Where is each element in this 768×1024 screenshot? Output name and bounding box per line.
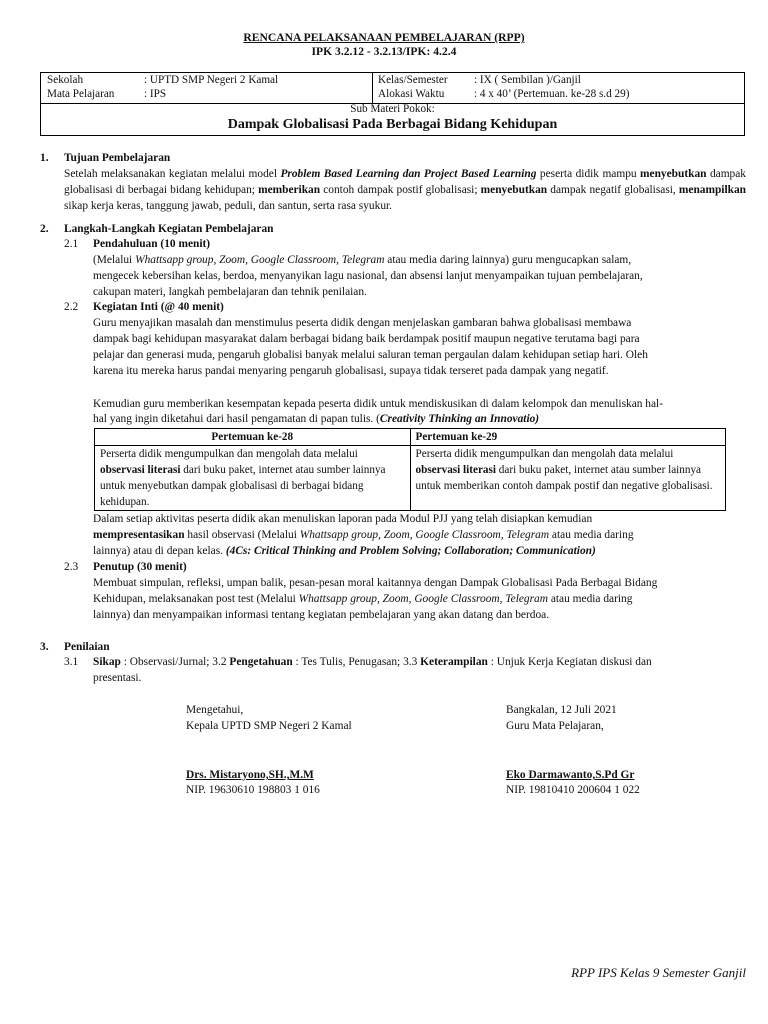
table-header-row xyxy=(95,429,726,446)
subsection-2-1-title: Pendahuluan (10 menit) xyxy=(93,238,211,250)
penutup-line1: Membuat simpulan, refleksi, umpan balik, pesan-pesan moral kaitannya dengan Dampak Globalisasi Pada Berbagai Bidang xyxy=(93,577,658,589)
kegiatan-inti-p3-line1: Dalam setiap aktivitas peserta didik akan menuliskan laporan pada Modul PJJ yang telah disiapkan kemudian xyxy=(93,513,593,525)
table-cell-pertemuan-28: Perserta didik mengumpulkan dan mengolah data melalui observasi literasi dari buku paket, internet atau sumber lainnya untuk menyebutkan dampak globalisasi di berbagai bidang kehidupan. xyxy=(95,446,411,511)
table-row xyxy=(95,446,726,511)
sekolah-value: : UPTD SMP Negeri 2 Kamal xyxy=(144,74,279,86)
section3-title: Penilaian xyxy=(64,641,110,653)
kegiatan-inti-line3: pelajar dan generasi muda, pengaruh globalisi banyak melalui saluran teman pergaulan dalam kehidupan setiap hari. Oleh xyxy=(93,349,648,361)
kegiatan-inti-p2-line2: hal yang ingin diketahui dari hasil pengamatan di papan tulis. (Creativity Thinking an Innovatio) xyxy=(93,413,540,425)
signature-right-name: Eko Darmawanto,S.Pd Gr xyxy=(506,769,635,781)
section1-paragraph: Setelah melaksanakan kegiatan melalui model Problem Based Learning dan Project Based Learning peserta didik mampu menyebutkan dampak globalisasi di berbagai bidang kehidupan; memberikan contoh dampak postif globalisasi; menyebutkan dampak negatif globalisasi, menampilkan sikap kerja keras, tanggung jawab, peduli, dan santun, serta rasa syukur. xyxy=(64,168,747,212)
kegiatan-inti-p3-line3: lainnya) atau di depan kelas. (4Cs: Critical Thinking and Problem Solving; Collaboration; Communication) xyxy=(93,545,596,557)
section3-number: 3. xyxy=(40,641,49,653)
subsection-3-1-number: 3.1 xyxy=(64,656,79,668)
penutup-line3: lainnya) dan menyampaikan informasi tentang kegiatan pembelajaran yang akan datang dan berdoa. xyxy=(93,609,550,621)
kegiatan-inti-line2: dampak bagi kehidupan masyarakat dalam berbagai bidang baik berdampak positif maupun negative terutama bagi para xyxy=(93,333,640,345)
table-header-pertemuan-28: Pertemuan ke-28 xyxy=(95,429,411,446)
signature-left-name: Drs. Mistaryono,SH.,M.M xyxy=(186,769,314,781)
document-title: RENCANA PELAKSANAAN PEMBELAJARAN (RPP) xyxy=(243,31,525,44)
signature-left-role: Kepala UPTD SMP Negeri 2 Kamal xyxy=(186,720,352,732)
pertemuan-table xyxy=(94,428,726,511)
section2-number: 2. xyxy=(40,223,49,235)
kegiatan-inti-line1: Guru menyajikan masalah dan menstimulus peserta didik dengan menjelaskan gambaran bahwa globalisasi membawa xyxy=(93,317,632,329)
sekolah-label: Sekolah xyxy=(47,74,84,86)
signature-right-date: Bangkalan, 12 Juli 2021 xyxy=(506,704,617,716)
subsection-2-2-title: Kegiatan Inti (@ 40 menit) xyxy=(93,301,224,313)
penilaian-line1: Sikap : Observasi/Jurnal; 3.2 Pengetahuan : Tes Tulis, Penugasan; 3.3 Keterampilan : Unjuk Kerja Kegiatan diskusi dan xyxy=(93,656,652,668)
submateri-value: Dampak Globalisasi Pada Berbagai Bidang Kehidupan xyxy=(227,117,558,132)
mapel-label: Mata Pelajaran xyxy=(47,88,115,100)
signature-right-nip: NIP. 19810410 200604 1 022 xyxy=(506,784,640,796)
kegiatan-inti-p2-line1: Kemudian guru memberikan kesempatan kepada peserta didik untuk mendiskusikan di dalam kelompok dan menuliskan hal- xyxy=(93,398,664,410)
document-subtitle: IPK 3.2.12 - 3.2.13/IPK: 4.2.4 xyxy=(311,45,457,58)
table-header-pertemuan-29: Pertemuan ke-29 xyxy=(410,429,726,446)
section2-title: Langkah-Langkah Kegiatan Pembelajaran xyxy=(64,223,274,235)
kegiatan-inti-p3-line2: mempresentasikan hasil observasi (Melalui Whattsapp group, Zoom, Google Classroom, Telegram atau media daring xyxy=(93,529,634,541)
alokasi-label: Alokasi Waktu xyxy=(378,88,445,100)
info-box-divider xyxy=(372,73,373,103)
kelas-value: : IX ( Sembilan )/Ganjil xyxy=(474,74,581,86)
section1-number: 1. xyxy=(40,152,49,164)
alokasi-value: : 4 x 40’ (Pertemuan. ke-28 s.d 29) xyxy=(474,88,630,100)
penilaian-line2: presentasi. xyxy=(93,672,142,684)
signature-left-nip: NIP. 19630610 198803 1 016 xyxy=(186,784,320,796)
info-box xyxy=(40,72,745,136)
kelas-label: Kelas/Semester xyxy=(378,74,448,86)
mapel-value: : IPS xyxy=(144,88,167,100)
penutup-line2: Kehidupan, melaksanakan post test (Melalui Whattsapp group, Zoom, Google Classroom, Telegram atau media daring xyxy=(93,593,633,605)
table-cell-pertemuan-29: Perserta didik mengumpulkan dan mengolah data melalui observasi literasi dari buku paket, internet atau sumber lainnya untuk memberikan contoh dampak postif dan negative globalisasi. xyxy=(410,446,726,511)
subsection-2-3-title: Penutup (30 menit) xyxy=(93,561,187,573)
page-footer: RPP IPS Kelas 9 Semester Ganjil xyxy=(571,965,746,980)
subsection-2-2-number: 2.2 xyxy=(64,301,79,313)
signature-right-role: Guru Mata Pelajaran, xyxy=(506,720,604,732)
subsection-2-1-line2: mengecek kebersihan kelas, berdoa, menyanyikan lagu nasional, dan absensi lanjut menyampaikan tujuan pembelajaran, xyxy=(93,270,643,282)
subsection-2-1-line3: cakupan materi, langkah pembelajaran dan tehnik penilaian. xyxy=(93,286,367,298)
submateri-label: Sub Materi Pokok: xyxy=(350,103,435,115)
kegiatan-inti-line4: karena itu mereka harus pandai menyaring pengaruh globalisasi, supaya tidak terseret pada dampak yang negatif. xyxy=(93,365,609,377)
section1-title: Tujuan Pembelajaran xyxy=(64,152,171,164)
subsection-2-1-line1: (Melalui Whattsapp group, Zoom, Google Classroom, Telegram atau media daring lainnya) guru mengucapkan salam, xyxy=(93,254,632,266)
signature-left-greeting: Mengetahui, xyxy=(186,704,244,716)
subsection-2-3-number: 2.3 xyxy=(64,561,79,573)
subsection-2-1-number: 2.1 xyxy=(64,238,79,250)
